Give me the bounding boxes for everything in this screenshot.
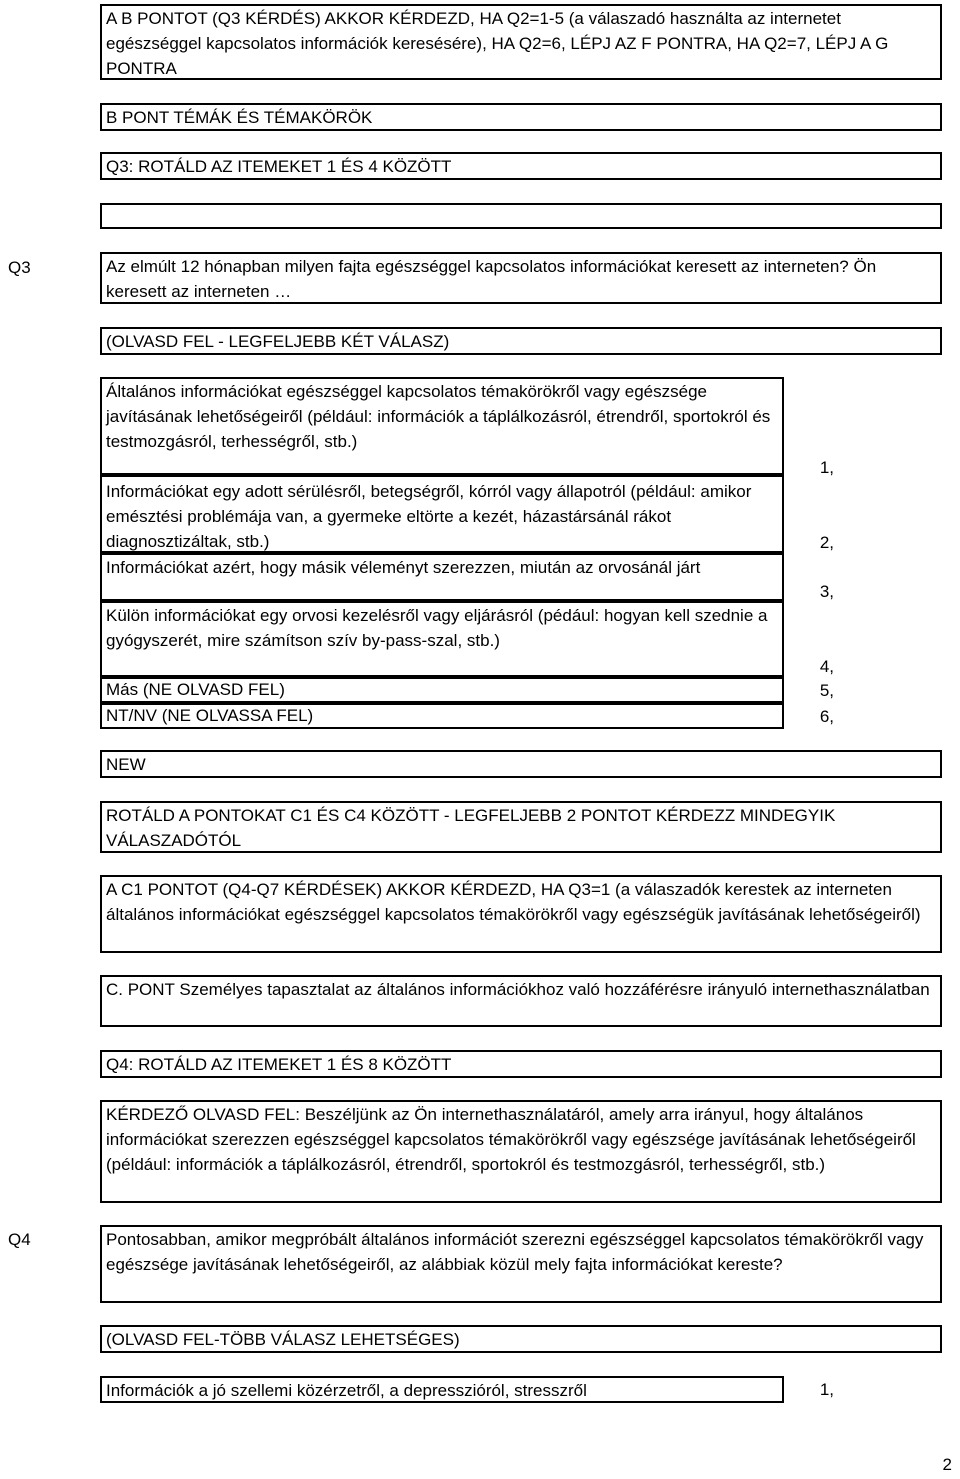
- option-q4-1: Információk a jó szellemi közérzetről, a depresszióról, stresszről: [100, 1376, 784, 1403]
- option-q3-6: NT/NV (NE OLVASSA FEL): [100, 703, 784, 729]
- section-title-b: B PONT TÉMÁK ÉS TÉMAKÖRÖK: [100, 103, 942, 131]
- question-label-q3: Q3: [8, 258, 31, 277]
- empty-box: [100, 203, 942, 229]
- routing-instruction-b: A B PONTOT (Q3 KÉRDÉS) AKKOR KÉRDEZD, HA Q2=1-5 (a válaszadó használta az internetet egészséggel kapcsolatos információk keresésére), HA Q2=6, LÉPJ AZ F PONTRA, HA Q2=7, LÉPJ A G PONTRA: [100, 4, 942, 80]
- section-title-c: C. PONT Személyes tapasztalat az általános információkhoz való hozzáférésre irányuló internethasználatban: [100, 975, 942, 1027]
- code-q3-2: 2,: [819, 533, 834, 552]
- code-q3-4: 4,: [819, 657, 834, 676]
- new-marker: NEW: [100, 750, 942, 778]
- option-q3-4: Külön információkat egy orvosi kezelésről vagy eljárásról (pédául: hogyan kell szednie a gyógyszerét, mire számítson szív by-pass-szal, stb.): [100, 601, 784, 677]
- instruction-q3: (OLVASD FEL - LEGFELJEBB KÉT VÁLASZ): [100, 327, 942, 355]
- rotation-instruction-q3: Q3: ROTÁLD AZ ITEMEKET 1 ÉS 4 KÖZÖTT: [100, 152, 942, 180]
- code-q3-6: 6,: [819, 707, 834, 726]
- code-q4-1: 1,: [819, 1380, 834, 1399]
- code-q3-5: 5,: [819, 681, 834, 700]
- question-text-q3: Az elmúlt 12 hónapban milyen fajta egészséggel kapcsolatos információkat keresett az interneten? Ön keresett az interneten …: [100, 252, 942, 304]
- rotation-instruction-q4: Q4: ROTÁLD AZ ITEMEKET 1 ÉS 8 KÖZÖTT: [100, 1050, 942, 1078]
- option-q3-3: Információkat azért, hogy másik véleményt szerezzen, miután az orvosánál járt: [100, 553, 784, 601]
- code-q3-3: 3,: [819, 582, 834, 601]
- page-number: 2: [942, 1455, 952, 1474]
- option-q3-1: Általános információkat egészséggel kapcsolatos témakörökről vagy egészsége javításának lehetőségeiről (például: információk a táplálkozásról, étrendről, sportokról és testmozgásról, terhességről, stb.): [100, 377, 784, 475]
- interviewer-intro: KÉRDEZŐ OLVASD FEL: Beszéljünk az Ön internethasználatáról, amely arra irányul, hogy általános információkat szerezzen egészséggel kapcsolatos témakörökről vagy egészsége javításának lehetőségeiről (például: információk a táplálkozásról, étrendről, sportokról és testmozgásról, terhességről, stb.): [100, 1100, 942, 1203]
- option-q3-2: Információkat egy adott sérülésről, betegségről, kórról vagy állapotról (például: amikor emésztési problémája van, a gyermeke eltörte a kezét, házastársánál rákot diagnosztizáltak, stb.): [100, 475, 784, 553]
- rotation-instruction-c: ROTÁLD A PONTOKAT C1 ÉS C4 KÖZÖTT - LEGFELJEBB 2 PONTOT KÉRDEZZ MINDEGYIK VÁLASZADÓTÓL: [100, 801, 942, 853]
- question-label-q4: Q4: [8, 1230, 31, 1249]
- instruction-q4: (OLVASD FEL-TÖBB VÁLASZ LEHETSÉGES): [100, 1325, 942, 1353]
- code-q3-1: 1,: [819, 458, 834, 477]
- option-q3-5: Más (NE OLVASD FEL): [100, 677, 784, 703]
- routing-instruction-c1: A C1 PONTOT (Q4-Q7 KÉRDÉSEK) AKKOR KÉRDEZD, HA Q3=1 (a válaszadók kerestek az interneten általános információkat egészséggel kapcsolatos témakörökről vagy egészségük javításának lehetőségeiről): [100, 875, 942, 953]
- question-text-q4: Pontosabban, amikor megpróbált általános információt szerezni egészséggel kapcsolatos témakörökről vagy egészsége javításának lehetőségeiről, az alábbiak közül mely fajta információkat kereste?: [100, 1225, 942, 1303]
